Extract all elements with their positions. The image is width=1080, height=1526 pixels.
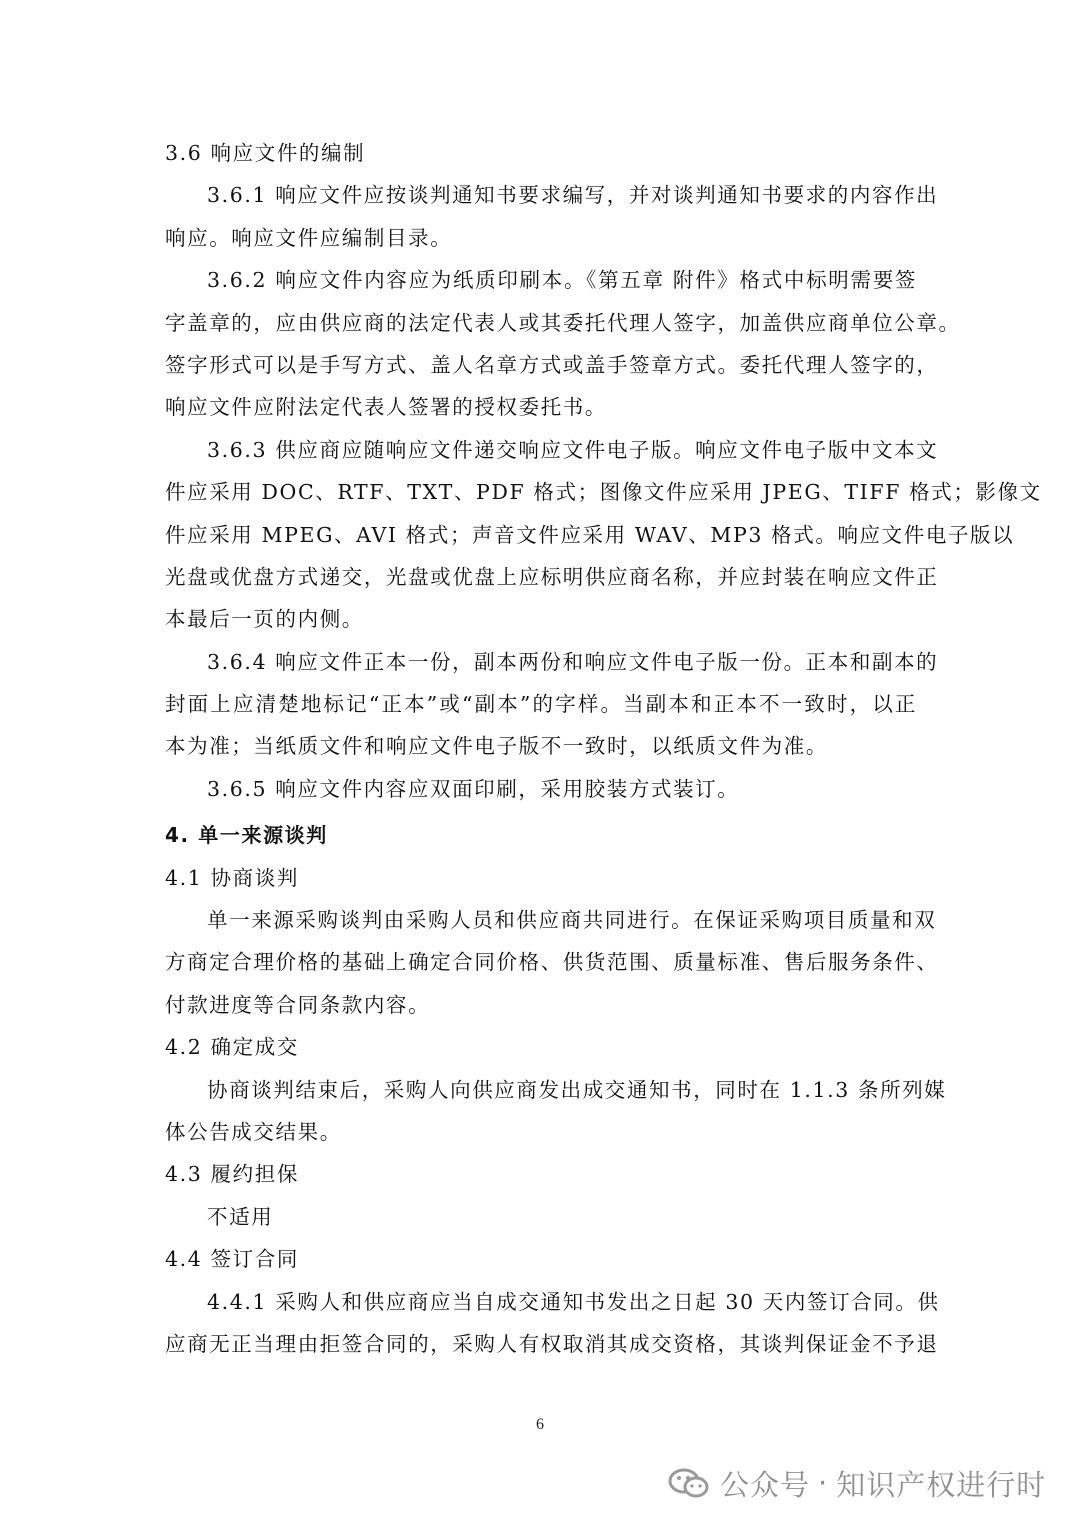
text-line: 响应文件应附法定代表人签署的授权委托书。 <box>165 395 607 420</box>
text-line: 不适用 <box>207 1204 274 1229</box>
text-line: 4.2 确定成交 <box>165 1035 299 1060</box>
text-line: 3.6 响应文件的编制 <box>165 141 366 165</box>
text-line: 3.6.2 响应文件内容应为纸质印刷本。《第五章 附件》格式中标明需要签 <box>207 268 917 293</box>
text-line: 字盖章的，应由供应商的法定代表人或其委托代理人签字，加盖供应商单位公章。 <box>165 310 961 335</box>
text-line: 3.6.1 响应文件应按谈判通知书要求编写，并对谈判通知书要求的内容作出 <box>207 183 939 208</box>
text-line: 件应采用 MPEG、AVI 格式；声音文件应采用 WAV、MP3 格式。响应文件电子版以 <box>165 522 1015 547</box>
text-line: 4.4 签订合同 <box>165 1247 299 1272</box>
text-line: 件应采用 DOC、RTF、TXT、PDF 格式；图像文件应采用 JPEG、TIFF 格式；影像文 <box>165 480 1042 505</box>
text-line: 4.3 履约担保 <box>165 1162 299 1187</box>
text-line: 签字形式可以是手写方式、盖人名章方式或盖手签章方式。委托代理人签字的， <box>165 352 939 377</box>
text-line: 4.4.1 采购人和供应商应当自成交通知书发出之日起 30 天内签订合同。供 <box>207 1289 940 1314</box>
text-line: 单一来源采购谈判由采购人员和供应商共同进行。在保证采购项目质量和双 <box>207 908 937 933</box>
watermark-dot: · <box>818 1466 829 1500</box>
text-line: 本最后一页的内侧。 <box>165 607 364 632</box>
text-line: 4.1 协商谈判 <box>165 865 299 890</box>
text-line: 3.6.3 供应商应随响应文件递交响应文件电子版。响应文件电子版中文本文 <box>207 437 939 462</box>
text-line: 响应。响应文件应编制目录。 <box>165 225 453 250</box>
text-line: 体公告成交结果。 <box>165 1119 342 1144</box>
document-body <box>165 132 1042 1365</box>
text-line: 方商定合理价格的基础上确定合同价格、供货范围、质量标准、售后服务条件、 <box>165 950 939 975</box>
watermark <box>668 1458 1058 1508</box>
text-line: 封面上应清楚地标记“正本”或“副本”的字样。当副本和正本不一致时，以正 <box>165 692 917 717</box>
text-line: 3.6.4 响应文件正本一份，副本两份和响应文件电子版一份。正本和副本的 <box>207 649 939 674</box>
text-line: 应商无正当理由拒签合同的，采购人有权取消其成交资格，其谈判保证金不予退 <box>165 1331 939 1356</box>
wechat-icon <box>668 1467 710 1499</box>
text-line: 本为准；当纸质文件和响应文件电子版不一致时，以纸质文件为准。 <box>165 734 828 759</box>
text-line: 协商谈判结束后，采购人向供应商发出成交通知书，同时在 1.1.3 条所列媒 <box>207 1077 947 1102</box>
text-line: 光盘或优盘方式递交，光盘或优盘上应标明供应商名称，并应封装在响应文件正 <box>165 564 939 589</box>
watermark-account-name: 知识产权进行时 <box>836 1467 1047 1502</box>
page-number: 6 <box>536 1416 544 1433</box>
section-heading: 4. 单一来源谈判 <box>165 823 328 848</box>
text-line: 付款进度等合同条款内容。 <box>165 992 431 1017</box>
text-line: 3.6.5 响应文件内容应双面印刷，采用胶装方式装订。 <box>207 776 740 801</box>
watermark-prefix: 公众号 <box>720 1467 811 1502</box>
